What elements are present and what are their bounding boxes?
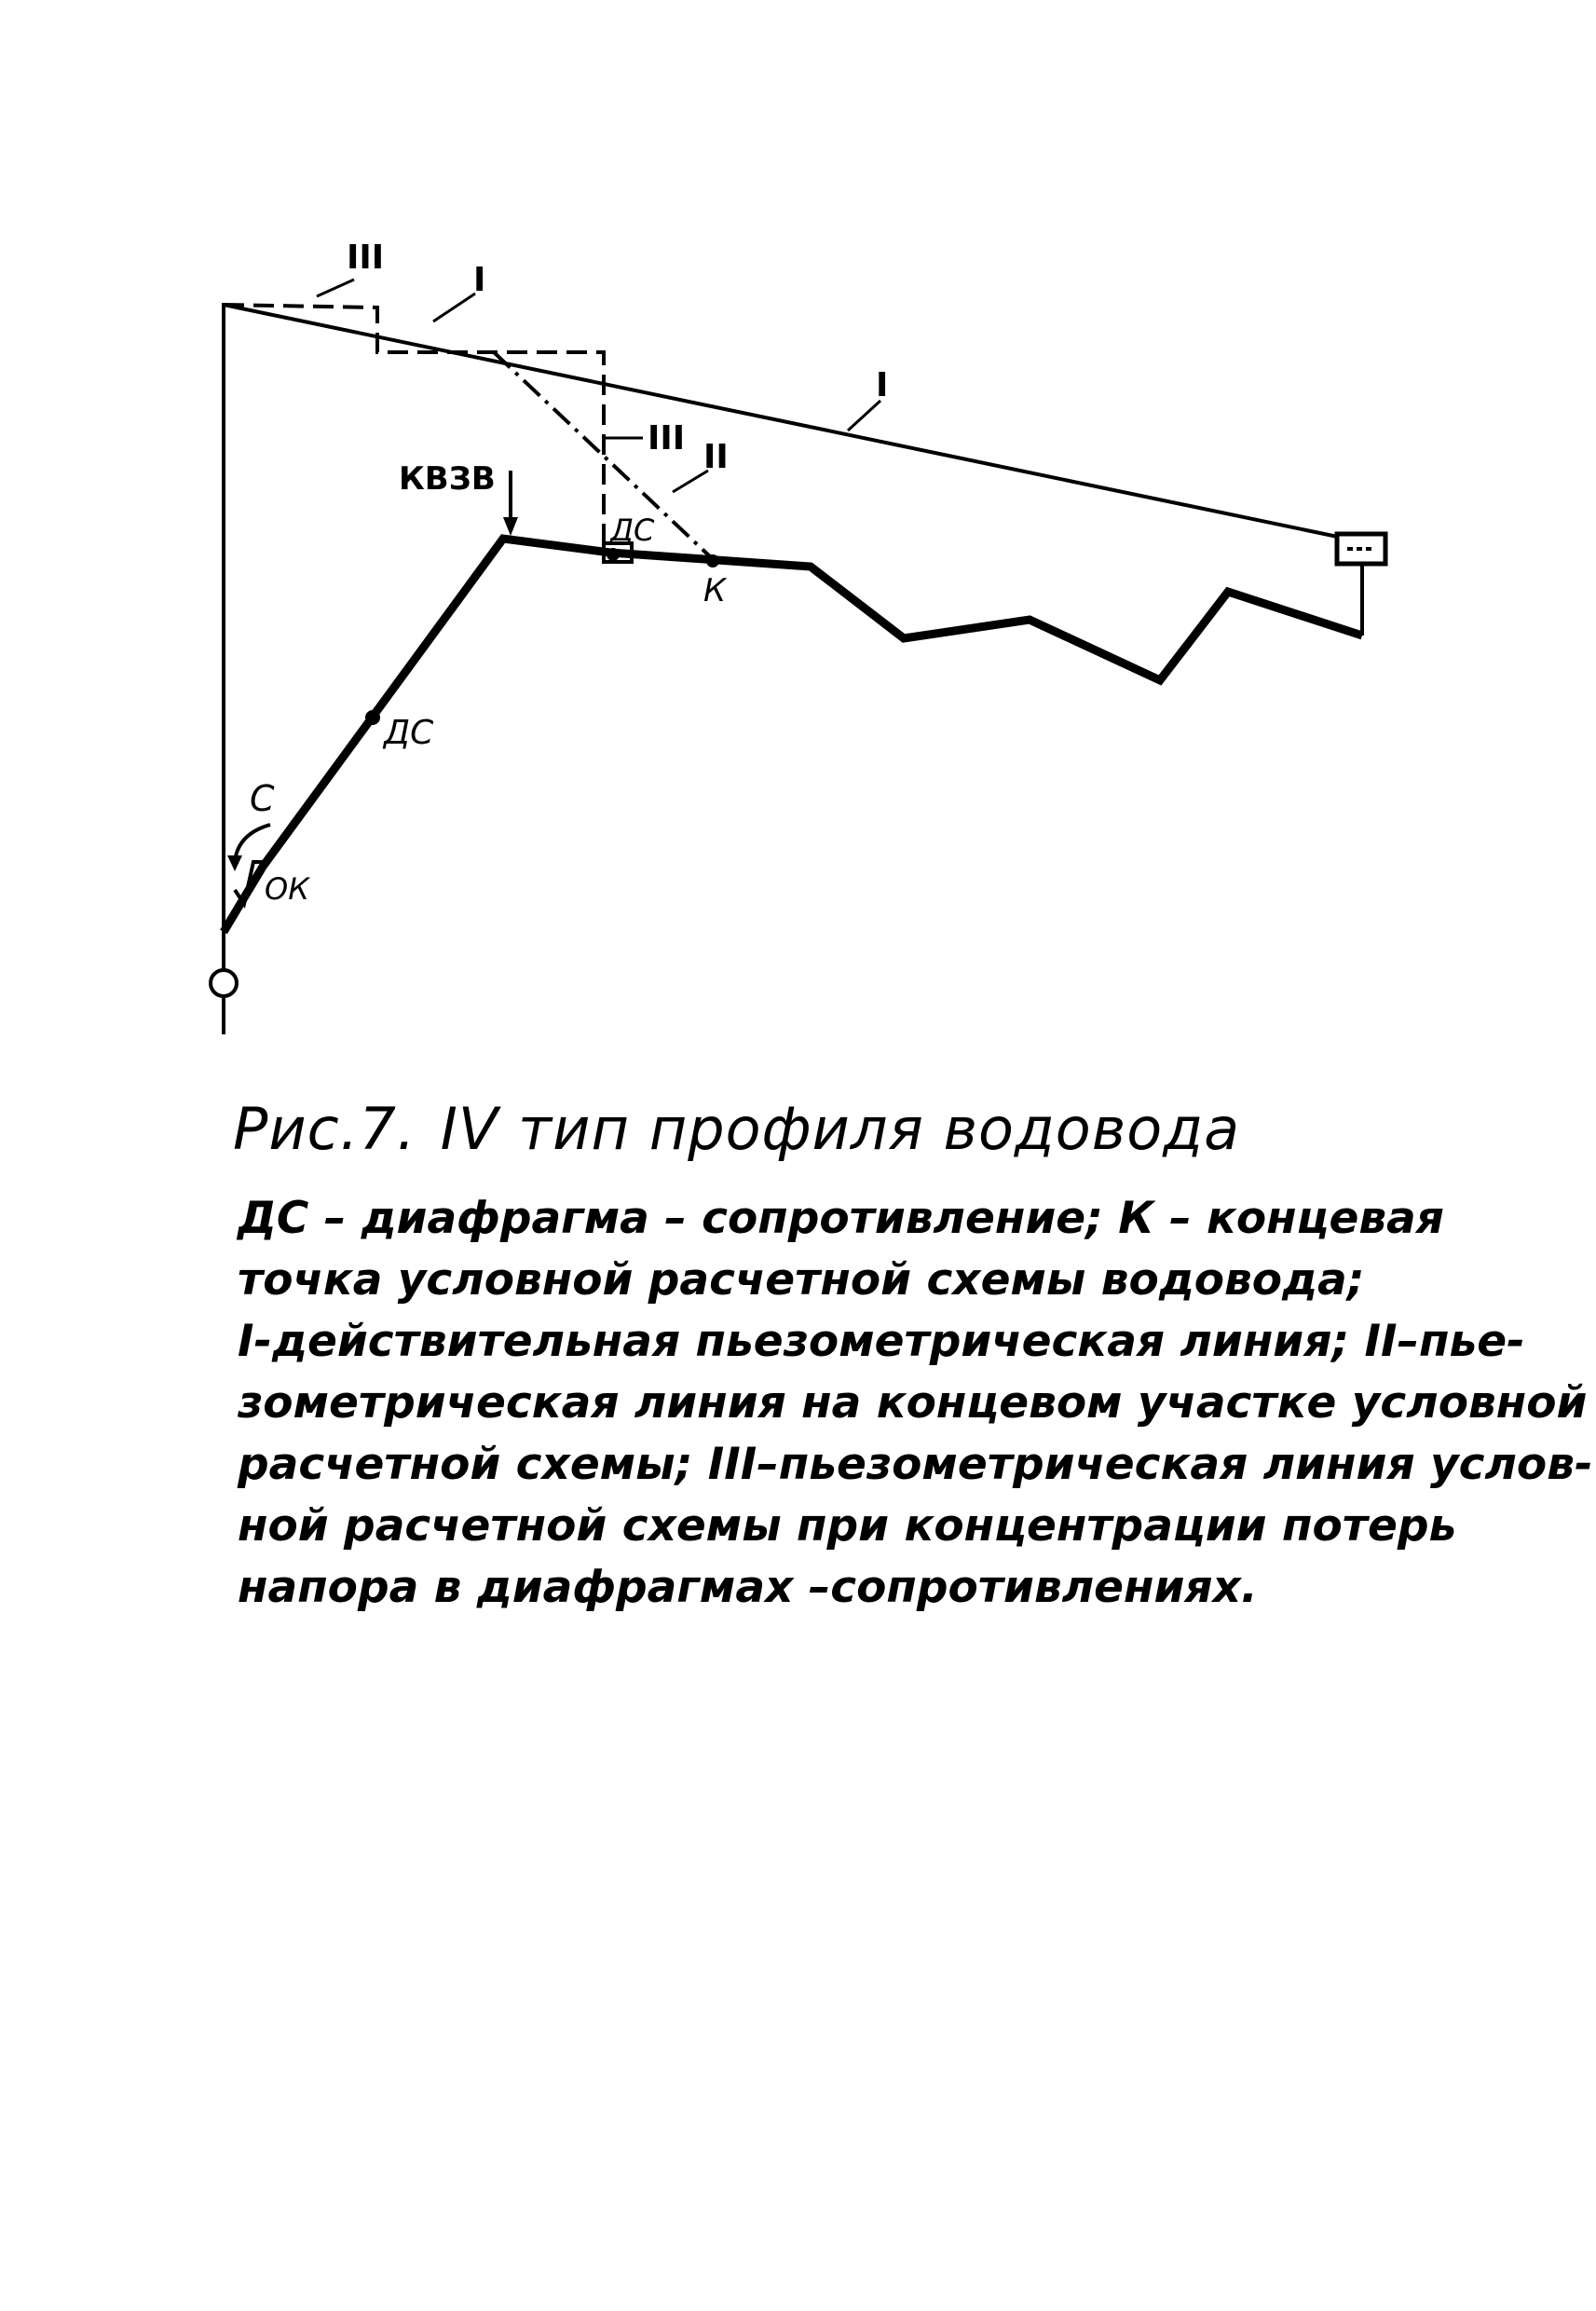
kvzv-arrow-head-icon <box>503 517 518 536</box>
legend-line: I-действительная пьезометрическая линия; II–пье- <box>238 1316 1525 1367</box>
ds-lower-point <box>365 710 380 725</box>
legend-line: напора в диафрагмах –сопротивлениях. <box>238 1562 1258 1613</box>
figure-title <box>233 1095 1444 1163</box>
k-point <box>706 554 719 567</box>
profile-diagram <box>0 0 1596 1072</box>
label-mid-III: III <box>648 419 686 458</box>
legend-line: ДС – диафрагма – сопротивление; К – концевая <box>238 1193 1444 1244</box>
figure-number: Рис.7. <box>233 1095 416 1163</box>
label-top-I: I <box>473 261 486 299</box>
leader-top-I <box>433 294 475 321</box>
leader-top-III <box>317 280 354 296</box>
c-arrow-head-icon <box>227 855 242 871</box>
legend-line: точка условной расчетной схемы водовода; <box>238 1254 1365 1306</box>
figure-legend <box>238 1188 1593 1619</box>
label-k-point: К <box>703 572 727 609</box>
source-circle-icon <box>211 970 237 996</box>
legend-line: зометрическая линия на концевом участке условной <box>238 1377 1588 1429</box>
label-ds-upper: ДС <box>610 513 655 548</box>
legend-line: ной расчетной схемы при концентрации потерь <box>238 1500 1457 1552</box>
leader-right-I <box>848 401 880 431</box>
ds-upper-point <box>607 548 620 561</box>
figure-title-text: IV тип профиля водовода <box>440 1095 1241 1163</box>
label-kvzv: КВЗВ <box>399 460 496 498</box>
legend-line: расчетной схемы; III–пьезометрическая линия услов- <box>238 1439 1593 1490</box>
piezometric-line-I <box>224 305 1356 540</box>
label-top-III: III <box>347 239 385 277</box>
label-mid-II: II <box>703 438 729 476</box>
label-right-I: I <box>876 366 889 404</box>
label-ok: ОК <box>265 871 309 907</box>
label-ds-lower: ДС <box>384 714 434 752</box>
label-c: С <box>250 778 275 819</box>
